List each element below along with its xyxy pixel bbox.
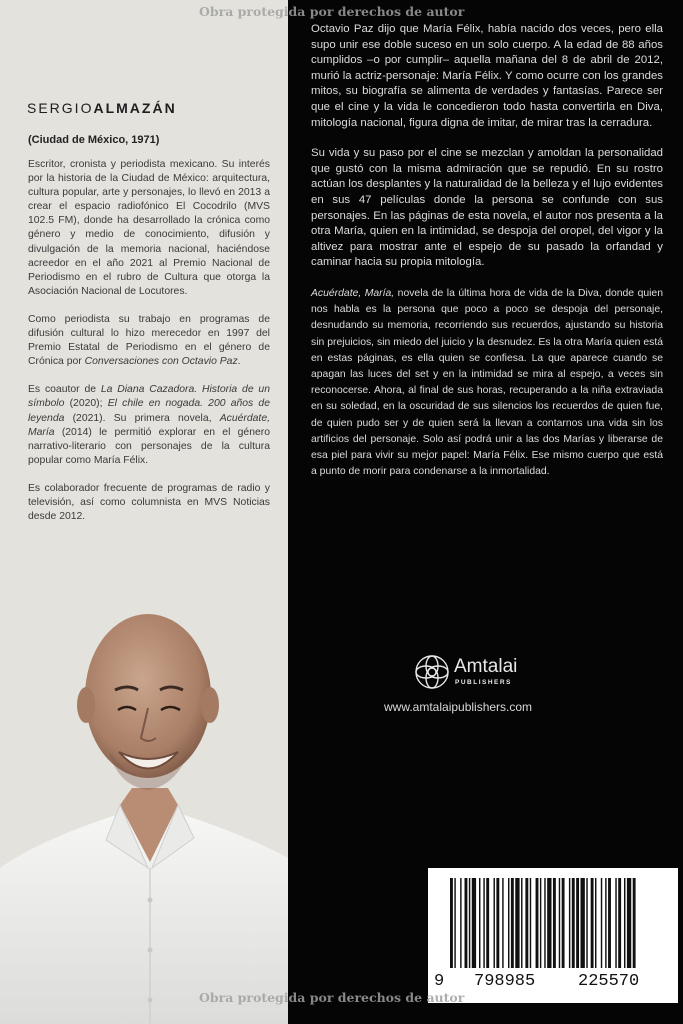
barcode-bar: [591, 878, 594, 968]
synopsis: [311, 22, 663, 495]
barcode-bar: [460, 878, 461, 968]
author-first-name: SERGIO: [27, 100, 94, 116]
barcode-bar: [586, 878, 587, 968]
isbn-barcode: [428, 868, 678, 1003]
barcode-bar: [605, 878, 606, 968]
barcode-bar: [547, 878, 551, 968]
barcode-bar: [576, 878, 579, 968]
publisher-url[interactable]: www.amtalaipublishers.com: [384, 700, 533, 714]
barcode-bar: [562, 878, 565, 968]
bio-paragraph-3: Es coautor de La Diana Cazadora. Historia de un símbolo (2020); El chile en nogada. 200 años de leyenda (2021). Su primera novela, Acuérdate, María (2014) le permitió explorar en el género narrativo-literario con personajes de la cultura popular como María Félix.: [28, 384, 270, 466]
synopsis-paragraph-3: Acuérdate, María, novela de la última hora de vida de la Diva, donde quien nos habla es la persona que poco a poco se despoja del personaje, desnudando su memoria, recorriendo sus recuerdos, ajustando su historia sin prejuicios, sin miedo del juicio y la desnudez. Es la otra María quien está en estas páginas, es ella quien se confiesa. La que aparece cuando se apagan las luces del set y en la intimidad se mira al espejo, a veces sin reconocerse. Ahora, al final de sus horas, recuperando a la niña extraviada en su soledad, en la oscuridad de sus silencios los recuerdos de quien fue, de quien pudo ser y de quien será la llevan a contarnos una vida sin los artificios del personaje. Solo así podrá unir a las dos Marías y liberarse de esa piel para vivir su mejor papel: María Félix. Ese mismo cuerpo que está a punto de morir para condenarse a la inmortalidad.: [311, 287, 663, 478]
barcode-bar: [515, 878, 519, 968]
publisher-emblem-icon: [414, 654, 450, 690]
barcode-bar: [595, 878, 596, 968]
barcode-bar: [544, 878, 545, 968]
barcode-bar: [454, 878, 455, 968]
barcode-digit-prefix: 9: [434, 972, 445, 991]
barcode-bar: [569, 878, 570, 968]
barcode-bar: [553, 878, 556, 968]
barcode-bar: [559, 878, 560, 968]
barcode-bar: [608, 878, 611, 968]
barcode-bar: [572, 878, 575, 968]
barcode-bar: [508, 878, 509, 968]
barcode-bar: [530, 878, 531, 968]
bio-paragraph-4: Es colaborador frecuente de programas de radio y televisión, así como columnista en MVS Noticias desde 2012.: [28, 482, 270, 523]
barcode-bar: [496, 878, 499, 968]
barcode-bar: [624, 878, 625, 968]
barcode-bar: [581, 878, 585, 968]
author-bio: [28, 158, 270, 538]
barcode-digits-right: 225570: [578, 972, 640, 991]
barcode-bar: [540, 878, 541, 968]
publisher-logo: [414, 652, 559, 694]
barcode-bar: [483, 878, 484, 968]
watermark-bottom: Obra protegida por derechos de autor: [199, 990, 465, 1005]
barcode-bar: [627, 878, 631, 968]
synopsis-paragraph-1: Octavio Paz dijo que María Félix, había nacido dos veces, pero ella supo unir ese doble suceso en un solo cuerpo. A la edad de 88 años cumplidos –o por cumplir– aquella mañana del 8 de abril de 2012, murió la actriz-personaje: María Félix. Y como ocurre con los grandes mitos, su biografía se alimenta de verdades y fantasías. Parece ser que el cine y la vida le concedieron todo hasta convertirla en Diva, mitología nacional, figura digna de imitar, de mirar tras la cerradura.: [311, 23, 663, 129]
barcode-bar: [536, 878, 539, 968]
author-last-name: ALMAZÁN: [93, 100, 177, 116]
barcode-bar: [502, 878, 503, 968]
barcode-bar: [465, 878, 468, 968]
barcode-bar: [469, 878, 470, 968]
publisher-subtitle: PUBLISHERS: [455, 679, 512, 686]
bio-paragraph-2: Como periodista su trabajo en programas de difusión cultural lo hizo merecedor en 1997 del Premio Estatal de Periodismo en el género de Crónica por Conversaciones con Octavio Paz.: [28, 313, 270, 368]
barcode-bar: [633, 878, 636, 968]
barcode-bar: [525, 878, 528, 968]
barcode-bar: [521, 878, 522, 968]
bio-paragraph-1: Escritor, cronista y periodista mexicano. Su interés por la historia de la Ciudad de México: arquitectura, cultura popular, arte y personajes, lo llevó en 2013 a crear el espacio radiofónico El Cocodrilo (MVS 102.5 FM), donde ha desarrollado la crónica como género y medio de conocimiento, difusión y divulgación de la memoria nacional, haciéndose acreedor en el año 2021 al Premio Nacional de Periodismo en el rubro de Cultura que otorga la Asociación Nacional de Locutores.: [28, 159, 270, 297]
barcode-bar: [479, 878, 480, 968]
barcode-bar: [472, 878, 476, 968]
barcode-bar: [601, 878, 602, 968]
barcode-bar: [511, 878, 514, 968]
barcode-bar: [618, 878, 621, 968]
publisher-name: Amtalai: [454, 656, 518, 677]
barcode-bar: [450, 878, 453, 968]
barcode-bars: [428, 868, 678, 1003]
author-panel: [0, 0, 288, 1024]
author-origin: (Ciudad de México, 1971): [28, 134, 160, 146]
synopsis-panel: [288, 0, 683, 1024]
barcode-bar: [494, 878, 495, 968]
barcode-bar: [486, 878, 489, 968]
watermark-top: Obra protegida por derechos de autor: [199, 4, 465, 19]
synopsis-paragraph-2: Su vida y su paso por el cine se mezclan y amoldan la personalidad que gustó con la misma admiración que se repudió. En su rostro actúan los desplantes y la naturalidad de la belleza y el lujo evidentes en sus 47 películas donde la persona se confunde con sus personajes. En las páginas de esta novela, el autor nos presenta a la otra María, quien en la intimidad, se despoja del oropel, del vigor y la altivez para mostrar ante el espejo de su pasado la orfandad y caminar hacia su propia mitología.: [311, 147, 663, 269]
author-name: [27, 100, 177, 116]
author-photo: [0, 600, 288, 1024]
barcode-bar: [615, 878, 616, 968]
barcode-digits-left: 798985: [474, 972, 536, 991]
